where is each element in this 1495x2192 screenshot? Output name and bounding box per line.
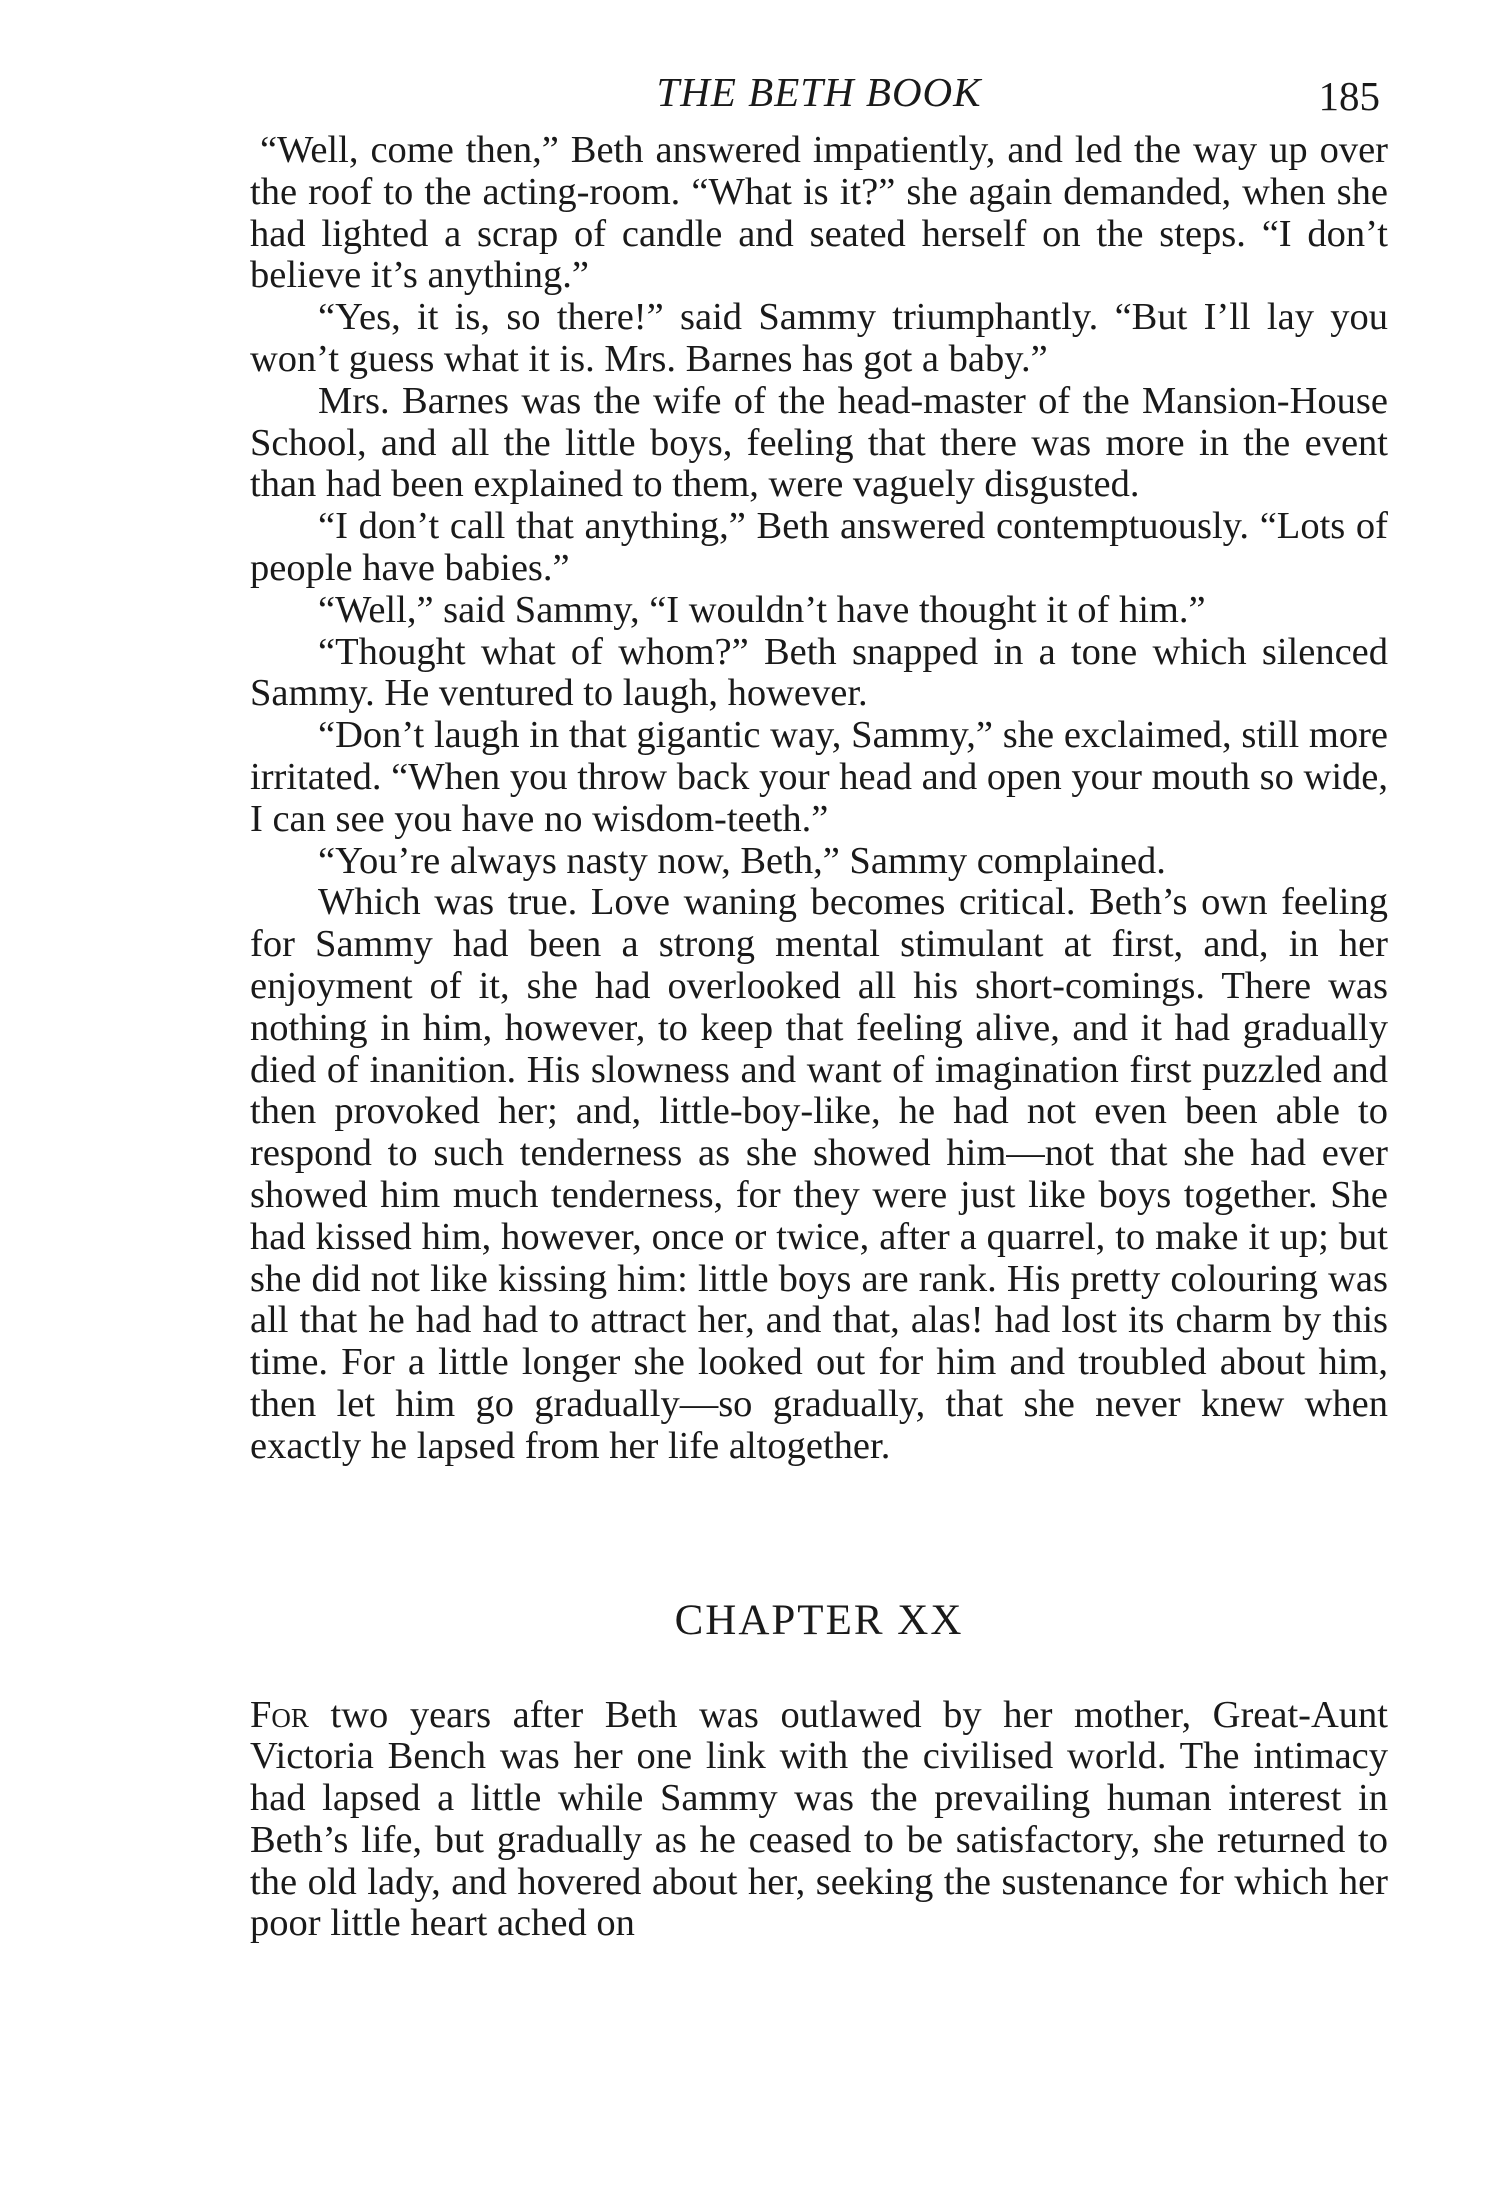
paragraph: Mrs. Barnes was the wife of the head-master of the Mansion-House School, and all the little boys, feeling that there was more in the event than had been explained to them, were vaguely disgusted. xyxy=(250,379,1388,506)
paragraph: Which was true. Love waning becomes critical. Beth’s own feeling for Sammy had been a strong mental stimulant at first, and, in her enjoyment of it, she had overlooked all his short-comings. There was nothing in him, however, to keep that feeling alive, and it had gradually died of inanition. His slowness and want of imagination first puzzled and then provoked her; and, little-boy-like, he had not even been able to respond to such tenderness as she showed him—not that she had ever showed him much tenderness, for they were just like boys together. She had kissed him, however, once or twice, after a quarrel, to make it up; but she did not like kissing him: little boys are rank. His pretty colouring was all that he had had to attract her, and that, alas! had lost its charm by this time. For a little longer she looked out for him and troubled about him, then let him go gradually—so gradually, that she never knew when exactly he lapsed from her life altogether. xyxy=(250,881,1388,1467)
paragraph: “You’re always nasty now, Beth,” Sammy complained. xyxy=(318,839,1166,882)
paragraph: “Thought what of whom?” Beth snapped in a tone which silenced Sammy. He ventured to laugh, however. xyxy=(250,630,1388,715)
page-number: 185 xyxy=(1318,73,1380,119)
body-text xyxy=(250,130,1388,1468)
chapter-opening-paragraph xyxy=(250,1695,1388,1946)
chapter-opening-text: two years after Beth was outlawed by her mother, Great-Aunt Victoria Bench was her one link with the civilised world. The intimacy had lapsed a little while Sammy was the prevailing human interest in Beth’s life, but gradually as he ceased to be satisfactory, she returned to the old lady, and hovered about her, seeking the sustenance for which her poor little heart ached on xyxy=(250,1693,1388,1945)
chapter-opening-word: For xyxy=(250,1693,309,1736)
paragraph: “I don’t call that anything,” Beth answered contemptuously. “Lots of people have babies.” xyxy=(250,505,1388,589)
paragraph: “Don’t laugh in that gigantic way, Sammy,” she exclaimed, still more irritated. “When you throw back your head and open your mouth so wide, I can see you have no wisdom-teeth.” xyxy=(250,714,1388,840)
chapter-section xyxy=(250,1596,1388,1946)
running-head xyxy=(250,60,1388,130)
paragraph: “Well,” said Sammy, “I wouldn’t have thought it of him.” xyxy=(318,588,1206,631)
book-page xyxy=(250,60,1388,1945)
chapter-heading: CHAPTER XX xyxy=(674,1596,964,1644)
paragraph: “Well, come then,” Beth answered impatiently, and led the way up over the roof to the acting-room. “What is it?” she again demanded, when she had lighted a scrap of candle and seated herself on the steps. “I don’t believe it’s anything.” xyxy=(250,129,1388,297)
running-title: THE BETH BOOK xyxy=(656,69,982,115)
paragraph: “Yes, it is, so there!” said Sammy triumphantly. “But I’ll lay you won’t guess what it is. Mrs. Barnes has got a baby.” xyxy=(250,296,1388,380)
